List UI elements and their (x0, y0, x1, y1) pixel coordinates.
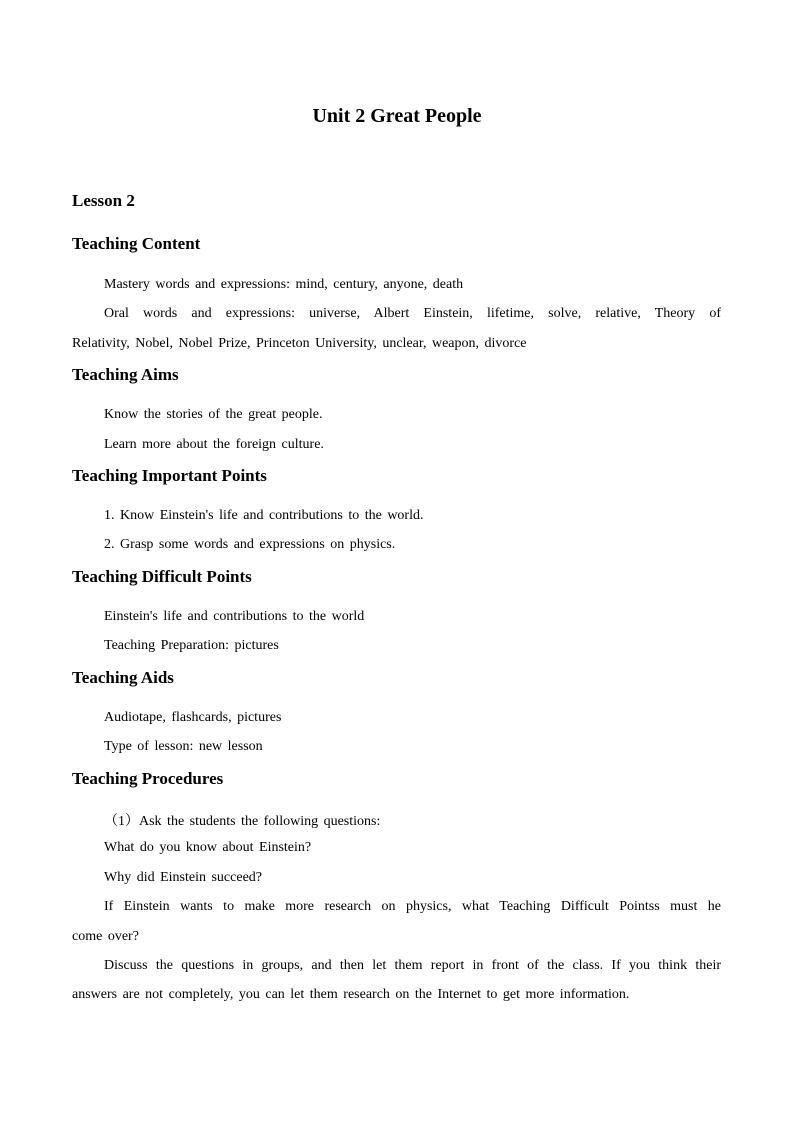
lesson-heading: Lesson 2 (72, 191, 135, 210)
procedures-line-4-cont: come over? (72, 929, 139, 944)
difficult-line-2: Teaching Preparation: pictures (104, 638, 279, 653)
content-line-oral: Oral words and expressions: universe, Albert Einstein, lifetime, solve, relative, Theory of (104, 306, 721, 321)
procedures-line-1: （1）Ask the students the following questions: (104, 814, 381, 829)
procedures-line-5: Discuss the questions in groups, and then let them report in front of the class. If you think their (104, 958, 721, 973)
teaching-content-heading: Teaching Content (72, 234, 201, 253)
aims-line-2: Learn more about the foreign culture. (104, 437, 324, 452)
content-line-mastery: Mastery words and expressions: mind, century, anyone, death (104, 277, 464, 292)
procedures-line-4: If Einstein wants to make more research on physics, what Teaching Difficult Pointss must he (104, 899, 721, 914)
important-points-heading: Teaching Important Points (72, 466, 267, 485)
page-title: Unit 2 Great People (312, 105, 482, 127)
teaching-aims-heading: Teaching Aims (72, 365, 179, 384)
difficult-line-1: Einstein's life and contributions to the world (104, 609, 365, 624)
teaching-aids-heading: Teaching Aids (72, 668, 174, 687)
aids-line-1: Audiotape, flashcards, pictures (104, 710, 282, 725)
important-line-2: 2. Grasp some words and expressions on physics. (104, 537, 396, 552)
procedures-line-2: What do you know about Einstein? (104, 840, 312, 855)
aids-line-2: Type of lesson: new lesson (104, 739, 263, 754)
procedures-line-5-cont: answers are not completely, you can let them research on the Internet to get more information. (72, 987, 630, 1002)
procedures-line-3: Why did Einstein succeed? (104, 870, 263, 885)
procedures-heading: Teaching Procedures (72, 769, 224, 788)
important-line-1: 1. Know Einstein's life and contributions to the world. (104, 508, 424, 523)
content-line-oral-cont: Relativity, Nobel, Nobel Prize, Princeton University, unclear, weapon, divorce (72, 336, 527, 351)
difficult-points-heading: Teaching Difficult Points (72, 567, 252, 586)
aims-line-1: Know the stories of the great people. (104, 407, 323, 422)
